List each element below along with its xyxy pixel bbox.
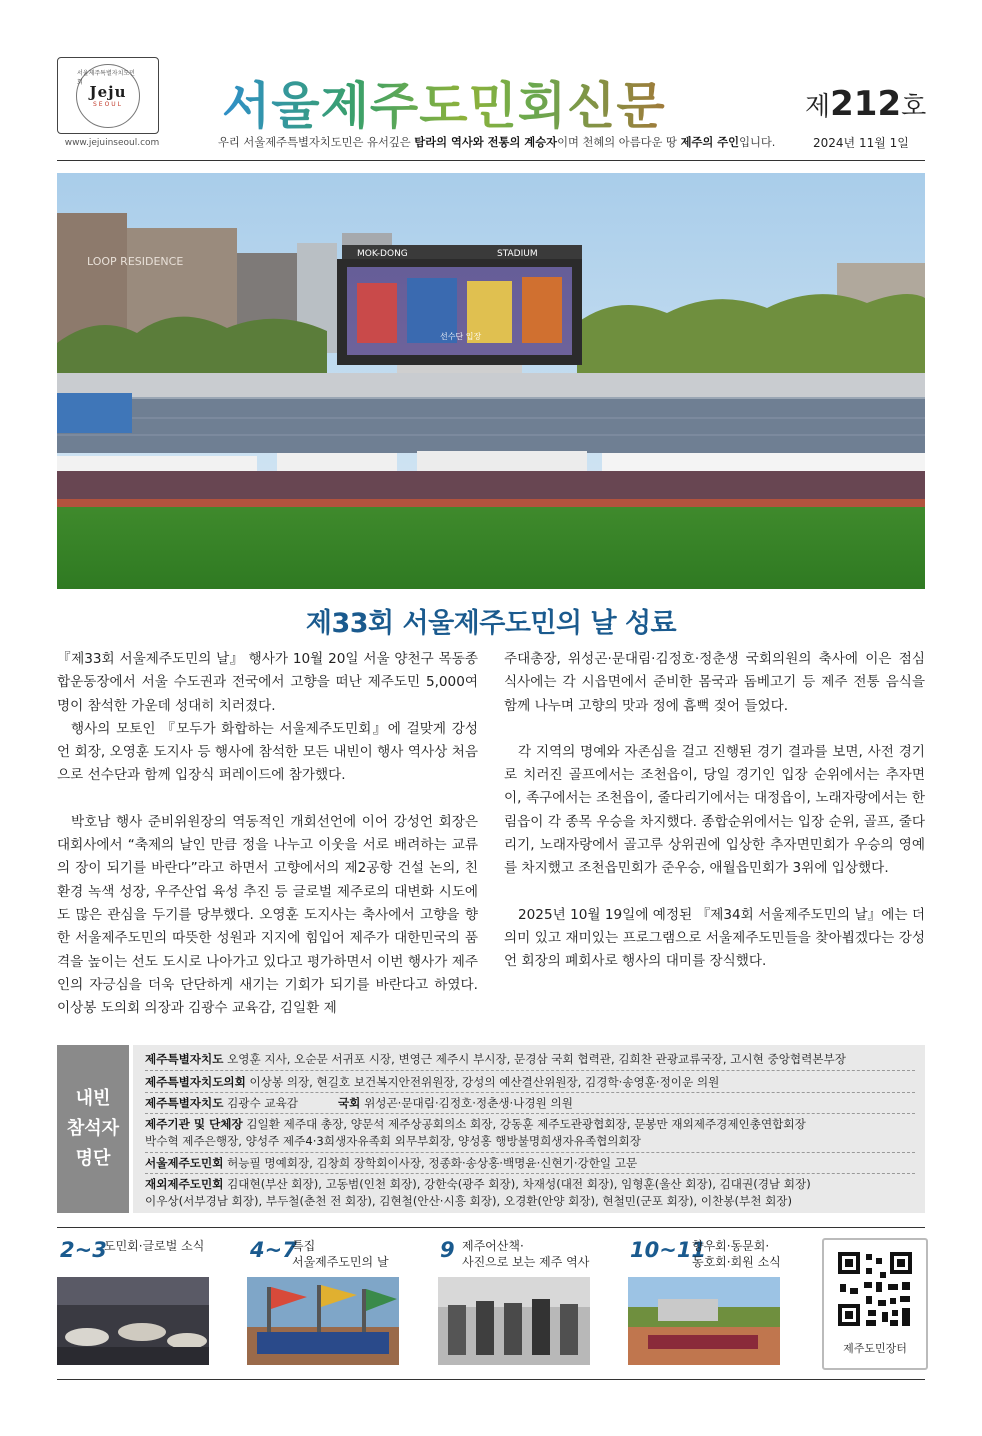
dashed-divider xyxy=(145,1113,915,1114)
logo-wordmark: Jeju xyxy=(89,83,127,101)
sports-photo xyxy=(628,1277,780,1365)
guest-row xyxy=(145,1095,915,1111)
history-photo xyxy=(438,1277,590,1365)
guest-names: 이우상(서부경남 회장), 부두철(춘천 전 회장), 김현철(안산·시흥 회장), 오경환(안양 회장), 현철민(군포 회장), 이찬봉(부천 회장) xyxy=(145,1194,792,1208)
index-title xyxy=(692,1238,781,1270)
guest-label-line: 명단 xyxy=(75,1148,111,1169)
index-pages: 10~11 xyxy=(630,1238,707,1262)
logo-subtext: SEOUL xyxy=(92,101,124,108)
logo-emblem xyxy=(76,64,140,128)
guest-row xyxy=(145,1074,915,1090)
paragraph: 2025년 10월 19일에 예정된 『제34회 서울제주도민의 날』에는 더 의미 있고 재미있는 프로그램으로 서울제주도민들을 찾아뵙겠다는 강성언 회장의 폐회사로 행사의 대미를 장식했다. xyxy=(504,906,925,970)
motto-part: 이며 천혜의 아름다운 땅 xyxy=(557,136,681,149)
guest-list-label xyxy=(57,1045,129,1213)
paragraph: 박호남 행사 준비위원장의 역동적인 개회선언에 이어 강성언 회장은 대회사에서 “축제의 날인 만큼 정을 나누고 이웃을 서로 배려하는 교류의 장이 되기를 바란다”라고 하면서 고향에서의 제2공항 건설 논의, 친환경 녹색 성장, 우주산업 육성 추진 등 글로벌 제주로의 대변화 시도에도 많은 관심을 두기를 당부했다. 오영훈 도지사는 축사에서 고향을 향한 서울제주도민의 따뜻한 성원과 지지에 힘입어 제주가 대한민국의 품격을 높이는 선도 도시로 나아가고 있다고 평가하면서 이번 행사가 제주인의 자긍심을 더욱 단단하게 새기는 기회가 되기를 바란다고 하였다. 이상봉 도의회 의장과 김광수 교육감, 김일환 제 xyxy=(57,813,478,1017)
index-pages: 4~7 xyxy=(250,1238,297,1262)
guest-org: 재외제주도민회 xyxy=(145,1177,224,1191)
motto-bold: 탐라의 역사와 전통의 계승자 xyxy=(414,136,558,149)
dashed-divider xyxy=(145,1152,915,1153)
guest-org: 제주특별자치도의회 xyxy=(145,1075,246,1089)
logo xyxy=(57,57,159,134)
guest-names: 허능필 명예회장, 김창희 장학회이사장, 정종화·송상홍·백명윤·신현기·강한일 고문 xyxy=(223,1156,638,1170)
index-title-line: 동호회·회원 소식 xyxy=(692,1255,781,1269)
screen-caption: 선수단 입장 xyxy=(440,332,482,341)
index-title-line: 사진으로 보는 제주 역사 xyxy=(462,1255,590,1269)
banquet-photo xyxy=(57,1277,209,1365)
issue-suffix: 호 xyxy=(901,92,927,122)
newspaper-title: 서울제주도민회신문 xyxy=(222,66,666,138)
guest-row xyxy=(145,1051,915,1067)
index-title-line: 향우회·동문회· xyxy=(692,1239,770,1253)
index-title-line: 서울제주도민의 날 xyxy=(292,1255,389,1269)
guest-names: 김일환 제주대 총장, 양문석 제주상공회의소 회장, 강동훈 제주도관광협회장, 문봉만 재외제주경제인총연합회장 xyxy=(242,1117,806,1131)
index-item-9[interactable] xyxy=(440,1238,590,1269)
guest-names: 위성곤·문대림·김정호·정춘생·나경원 의원 xyxy=(360,1096,573,1110)
paragraph: 주대총장, 위성곤·문대림·김정호·정춘생 국회의원의 축사에 이은 점심 식사에는 각 시읍면에서 준비한 몸국과 돔베고기 등 제주 전통 음식을 함께 나누며 고향의 맛과 정에 흠뻑 젖어 들었다. xyxy=(504,651,925,714)
paragraph: 『제33회 서울제주도민의 날』 행사가 10월 20일 서울 양천구 목동종합운동장에서 서울 수도권과 전국에서 고향을 떠난 제주도민 5,000여 명이 참석한 가운데 성대히 치러졌다. xyxy=(57,651,478,714)
guest-row xyxy=(145,1133,915,1149)
issue-number xyxy=(805,84,926,124)
index-title xyxy=(462,1238,589,1270)
guest-org: 제주특별자치도 xyxy=(145,1096,224,1110)
building-sign: LOOP RESIDENCE xyxy=(87,255,184,268)
scoreboard-left: MOK-DONG xyxy=(357,249,408,259)
motto-part: 우리 서울제주특별자치도민은 유서깊은 xyxy=(218,136,415,149)
guest-names: 김대현(부산 회장), 고동범(인천 회장), 강한숙(광주 회장), 차재성(대전 회장), 임형훈(울산 회장), 김대권(경남 회장) xyxy=(223,1177,811,1191)
guest-names: 박수혁 제주은행장, 양성주 제주4·3희생자유족회 외무부회장, 양성홍 행방불명희생자유족협의회장 xyxy=(145,1134,641,1148)
dashed-divider xyxy=(145,1092,915,1093)
guest-row xyxy=(145,1193,915,1209)
website-link[interactable]: www.jejuinseoul.com xyxy=(64,138,160,148)
index-pages: 2~3 xyxy=(60,1238,107,1262)
article-column-left xyxy=(57,648,478,1020)
article-column-right xyxy=(504,648,925,974)
guest-names: 이상봉 의장, 현길호 보건복지안전위원장, 강성의 예산결산위원장, 김경학·송영훈·정이운 의원 xyxy=(245,1075,720,1089)
motto-bold: 제주의 주인 xyxy=(680,136,740,149)
divider xyxy=(57,1227,925,1228)
index-title: 도민회·글로벌 소식 xyxy=(104,1239,205,1253)
guest-row xyxy=(145,1116,915,1132)
stadium-photo xyxy=(57,173,925,589)
qr-icon xyxy=(826,1244,924,1342)
index-thumb-history[interactable] xyxy=(438,1277,590,1365)
index-item-10-11[interactable] xyxy=(630,1238,781,1269)
guest-row xyxy=(145,1176,915,1192)
divider xyxy=(57,160,925,161)
index-title-line: 제주어산책· xyxy=(462,1239,524,1253)
index-thumb-parade[interactable] xyxy=(247,1277,399,1365)
guest-org: 국회 xyxy=(337,1096,361,1110)
issue-value: 212 xyxy=(830,84,902,124)
index-thumb-sports[interactable] xyxy=(628,1277,780,1365)
guest-row xyxy=(145,1155,915,1171)
motto xyxy=(218,134,775,150)
index-item-4-7[interactable] xyxy=(250,1238,389,1269)
divider xyxy=(57,1379,925,1380)
index-item-2-3[interactable] xyxy=(60,1238,205,1262)
article-headline: 제33회 서울제주도민의 날 성료 xyxy=(305,608,677,639)
guest-names: 오영훈 지사, 오순문 서귀포 시장, 변영근 제주시 부시장, 문경삼 국회 협력관, 김희찬 관광교류국장, 고시현 중앙협력본부장 xyxy=(223,1052,846,1066)
motto-part: 입니다. xyxy=(739,136,776,149)
parade-photo xyxy=(247,1277,399,1365)
paragraph: 각 지역의 명예와 자존심을 걸고 진행된 경기 결과를 보면, 사전 경기로 치러진 골프에서는 조천읍이, 당일 경기인 입장 순위에서는 추자면이, 족구에서는 조천읍이, 줄다리기에서는 대정읍이, 노래자랑에서는 한림읍이 각 종목 우승을 차지했다. 종합순위에서는 입장 순위, 골프, 줄다리기, 노래자랑에서 골고루 상위권에 입상한 추자면민회가 우승의 영예를 차지했고 조천읍민회가 준우승, 애월읍민회가 3위에 입상했다. xyxy=(504,743,925,877)
guest-org: 서울제주도민회 xyxy=(145,1156,224,1170)
logo-ring-text: 서울제주특별자치도민회 xyxy=(77,69,135,86)
issue-prefix: 제 xyxy=(805,92,831,122)
index-title-line: 특집 xyxy=(292,1239,316,1253)
paragraph: 행사의 모토인 『모두가 화합하는 서울제주도민회』에 걸맞게 강성언 회장, 오영훈 도지사 등 행사에 참석한 모든 내빈이 행사 역사상 처음으로 선수단과 함께 입장식 퍼레이드에 참가했다. xyxy=(57,720,478,784)
dashed-divider xyxy=(145,1173,915,1174)
guest-label-line: 내빈 xyxy=(75,1088,111,1109)
qr-label: 제주도민장터 xyxy=(843,1342,907,1355)
index-title xyxy=(292,1238,389,1270)
guest-org: 제주특별자치도 xyxy=(145,1052,224,1066)
guest-label-line: 참석자 xyxy=(66,1118,120,1139)
guest-names: 김광수 교육감 xyxy=(223,1096,298,1110)
guest-list xyxy=(133,1045,925,1213)
dashed-divider xyxy=(145,1070,915,1071)
issue-date: 2024년 11월 1일 xyxy=(813,136,909,150)
guest-org: 제주기관 및 단체장 xyxy=(145,1117,243,1131)
scoreboard-right: STADIUM xyxy=(497,249,538,259)
index-thumb-banquet[interactable] xyxy=(57,1277,209,1365)
index-pages: 9 xyxy=(440,1238,455,1262)
stadium-illustration xyxy=(57,173,925,589)
